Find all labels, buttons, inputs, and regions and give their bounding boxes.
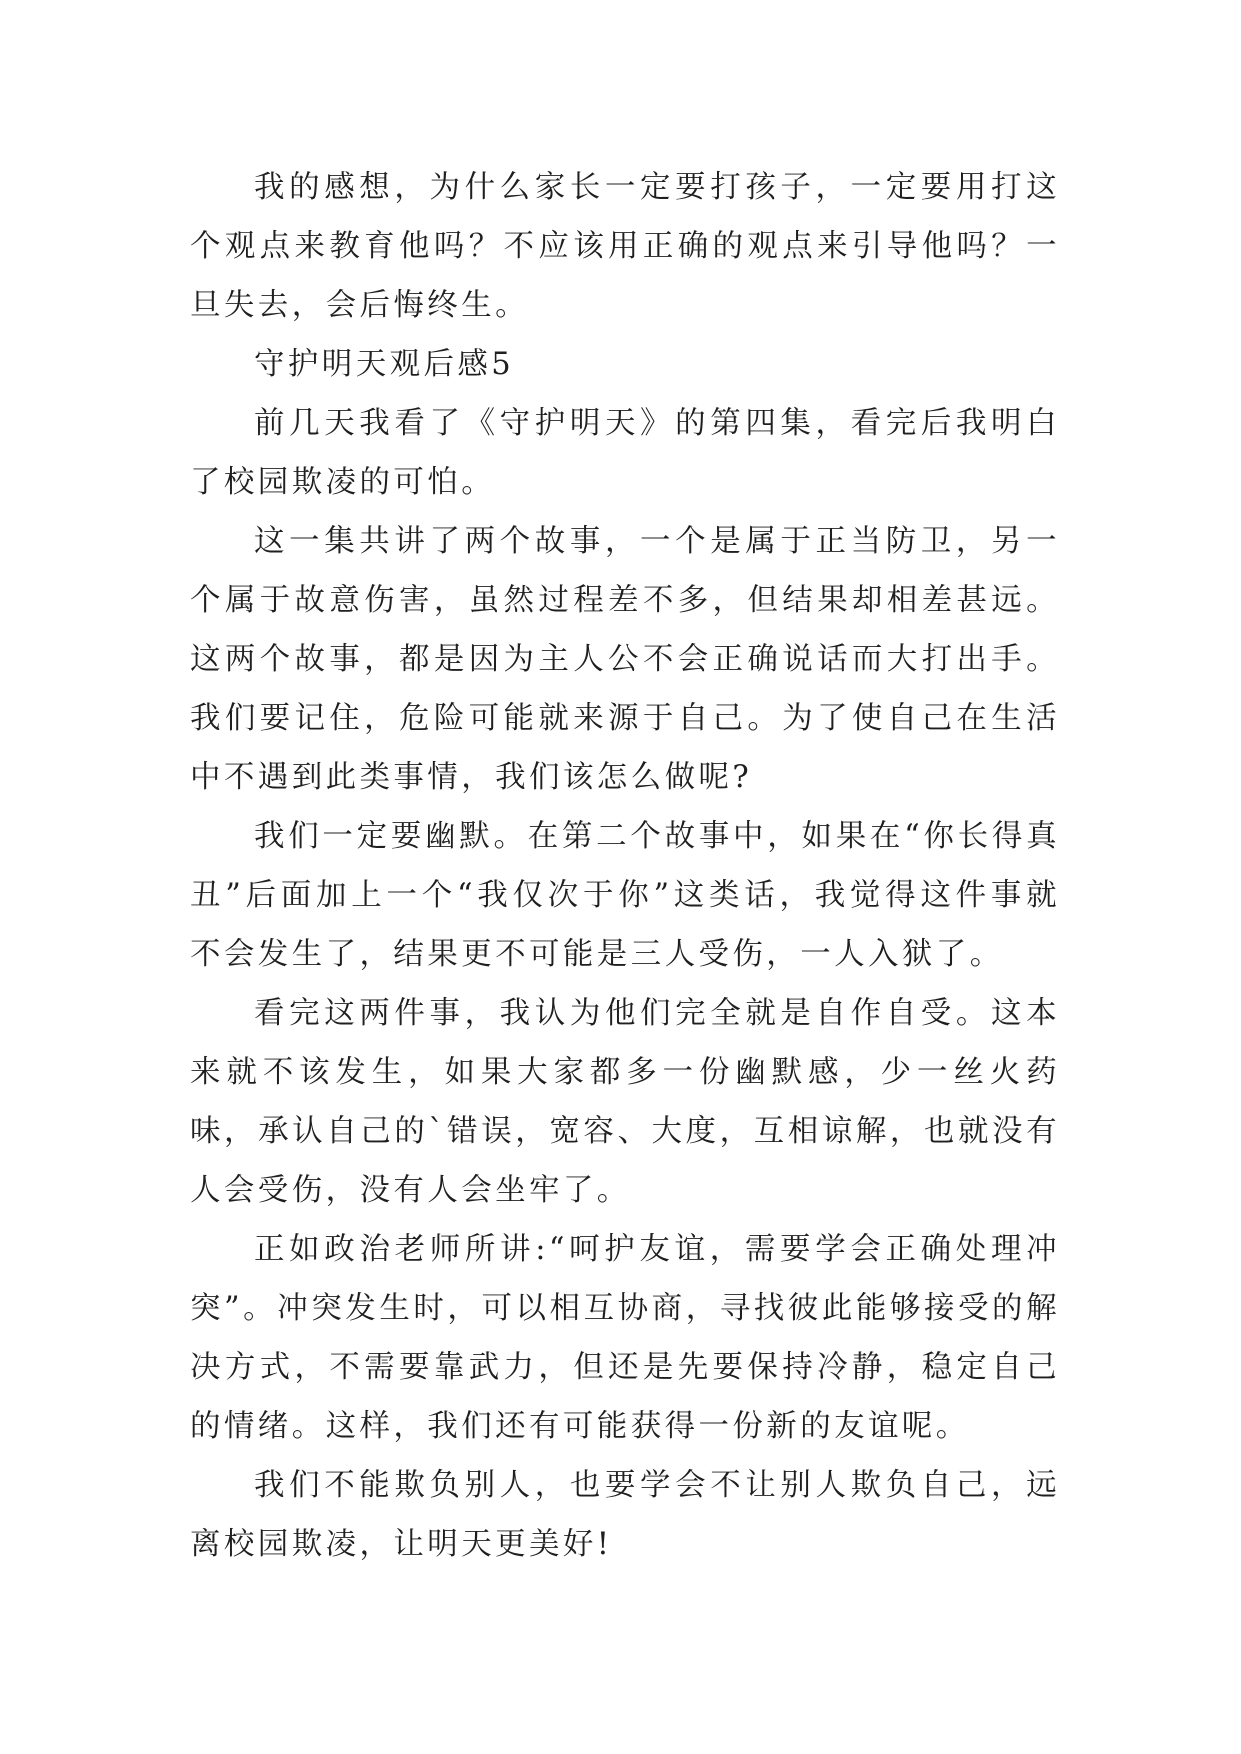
- paragraph-intro: 前几天我看了《守护明天》的第四集，看完后我明白了校园欺凌的可怕。: [190, 406, 1060, 500]
- document-body: [190, 158, 1060, 1574]
- paragraph-self-inflicted: 看完这两件事，我认为他们完全就是自作自受。这本来就不该发生，如果大家都多一份幽默感，少一丝火药味，承认自己的`错误，宽容、大度，互相谅解，也就没有人会受伤，没有人会坐牢了。: [190, 996, 1060, 1208]
- paragraph-teacher-quote: 正如政治老师所讲:“呵护友谊，需要学会正确处理冲突”。冲突发生时，可以相互协商，寻找彼此能够接受的解决方式，不需要靠武力，但还是先要保持冷静，稳定自己的情绪。这样，我们还有可能获得一份新的友谊呢。: [190, 1232, 1060, 1444]
- paragraph-two-stories: 这一集共讲了两个故事，一个是属于正当防卫，另一个属于故意伤害，虽然过程差不多，但结果却相差甚远。这两个故事，都是因为主人公不会正确说话而大打出手。我们要记住，危险可能就来源于自己。为了使自己在生活中不遇到此类事情，我们该怎么做呢?: [190, 524, 1060, 795]
- paragraph-conclusion: 我们不能欺负别人，也要学会不让别人欺负自己，远离校园欺凌，让明天更美好!: [190, 1468, 1060, 1562]
- section-heading: 守护明天观后感5: [254, 347, 515, 382]
- paragraph-reflection: 我的感想，为什么家长一定要打孩子，一定要用打这个观点来教育他吗？不应该用正确的观点来引导他吗？一旦失去，会后悔终生。: [190, 170, 1060, 323]
- paragraph-humor: 我们一定要幽默。在第二个故事中，如果在“你长得真丑”后面加上一个“我仅次于你”这类话，我觉得这件事就不会发生了，结果更不可能是三人受伤，一人入狱了。: [190, 819, 1060, 972]
